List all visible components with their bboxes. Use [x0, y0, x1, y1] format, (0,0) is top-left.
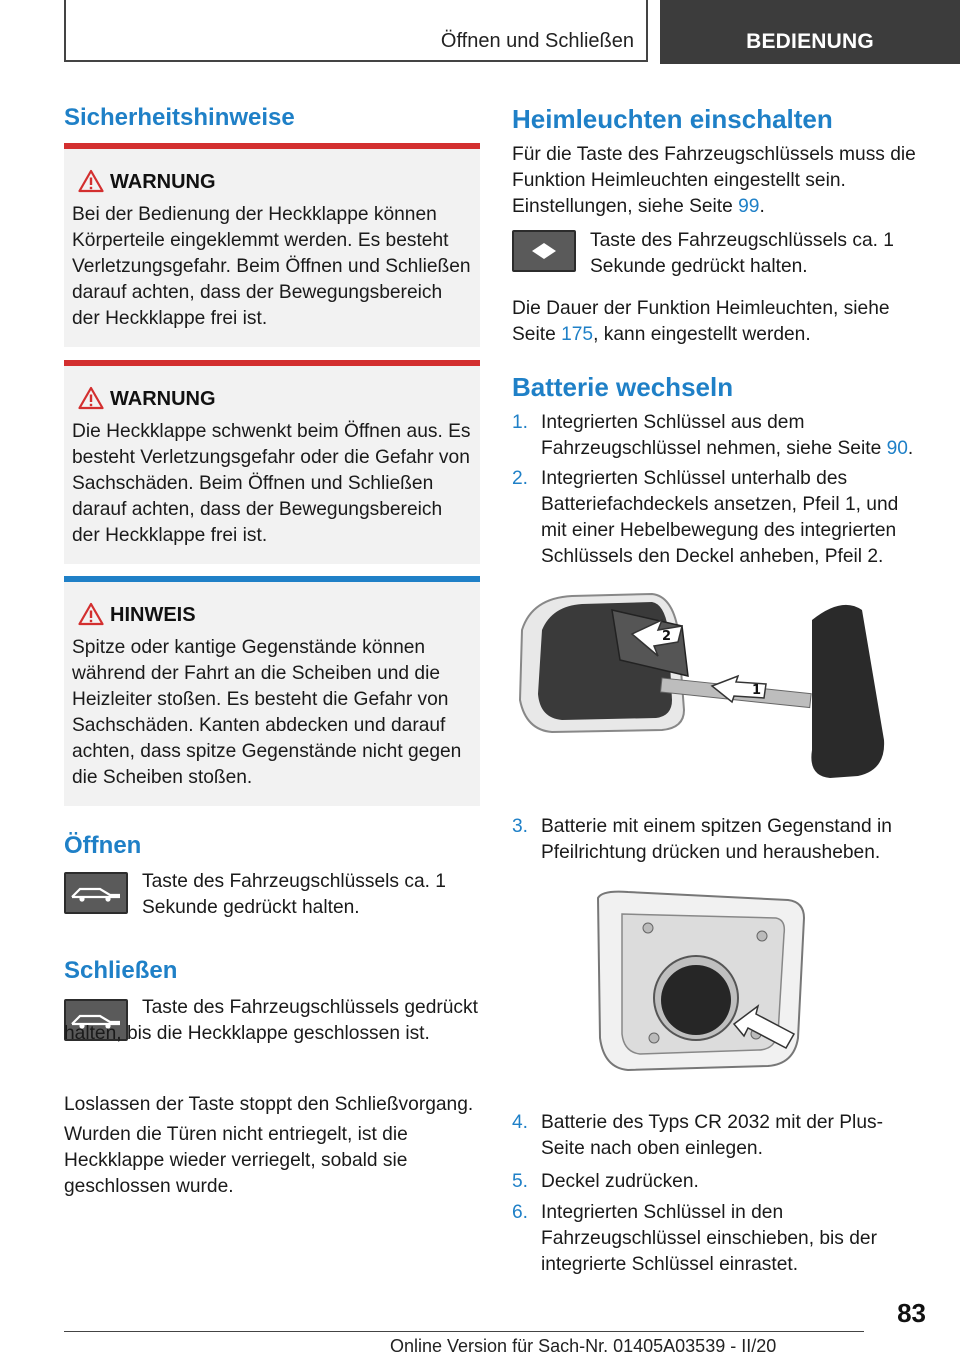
step-text: Deckel zudrücken.: [541, 1171, 699, 1192]
home-text-before: Für die Taste des Fahrzeugschlüssels muss die Funktion Heimleuchten eingestellt sein. Einstellungen, siehe Seite: [512, 144, 916, 217]
warning-box-1: [64, 143, 480, 347]
step-text: Integrierten Schlüssel unterhalb des Batteriefachdeckels ansetzen, Pfeil 1, und mit einer Hebelbewegung des integrierten Schlüssels den Deckel anheben, Pfeil 2.: [541, 468, 899, 567]
home-text-after: .: [759, 196, 765, 217]
page-ref-link[interactable]: 90: [886, 438, 908, 459]
page-number: 83: [897, 1298, 926, 1328]
step-number: 1.: [512, 412, 529, 433]
step-text-after: .: [907, 438, 914, 459]
page-ref-link[interactable]: 175: [561, 324, 594, 345]
warning-triangle-icon: [78, 386, 104, 410]
close-text: Taste des Fahrzeugschlüssels gedrückt halten, bis die Heckklappe geschlossen ist.: [64, 997, 478, 1044]
header-chapter-tab: [660, 0, 960, 64]
close-heading: Schließen: [64, 957, 178, 984]
tailgate-key-icon: [64, 872, 128, 914]
step-number: 3.: [512, 816, 529, 837]
notice-bar: [64, 576, 480, 582]
warning-text: Bei der Bedienung der Heckklappe können Körperteile eingeklemmt werden. Es besteht Verletzungsgefahr. Beim Öffnen und Schließen darauf achten, dass der Bewegungsbereich der Heckklappe frei ist.: [72, 204, 471, 329]
home-lights-key-icon: [512, 230, 576, 272]
unlock-text: Wurden die Türen nicht entriegelt, ist die Heckklappe wieder verriegelt, sobald sie geschlossen wurde.: [64, 1124, 408, 1197]
step-text: Integrierten Schlüssel in den Fahrzeugschlüssel einschieben, bis der integrierte Schlüssel einrastet.: [541, 1202, 877, 1275]
warning-title: WARNUNG: [110, 171, 216, 193]
step-number: 4.: [512, 1112, 529, 1133]
duration-text-after: , kann eingestellt werden.: [593, 324, 811, 345]
step-text: Batterie des Typs CR 2032 mit der Plus-Seite nach oben einlegen.: [541, 1112, 883, 1159]
warning-bar: [64, 143, 480, 149]
safety-heading: Sicherheitshinweise: [64, 104, 295, 131]
battery-heading: Batterie wechseln: [512, 372, 734, 402]
notice-box: [64, 576, 480, 806]
header-chapter-label: BEDIENUNG: [746, 30, 874, 53]
warning-box-2: [64, 360, 480, 564]
diamond-button-icon: [524, 239, 564, 263]
car-trunk-icon: [70, 881, 122, 905]
page-ref-link[interactable]: 99: [738, 196, 760, 217]
open-text: Taste des Fahrzeugschlüssels ca. 1 Sekunde gedrückt halten.: [142, 871, 446, 918]
home-lights-heading: Heimleuchten einschalten: [512, 104, 833, 134]
step-text: Batterie mit einem spitzen Gegenstand in Pfeilrichtung drücken und herausheben.: [541, 816, 892, 863]
warning-title: WARNUNG: [110, 388, 216, 410]
arrow-label: 1: [752, 683, 762, 698]
key-cover-removal-figure: [512, 590, 892, 785]
step-number: 2.: [512, 468, 529, 489]
step-text-before: Integrierten Schlüssel aus dem Fahrzeugschlüssel nehmen, siehe Seite: [541, 412, 887, 459]
footer-divider: [64, 1331, 864, 1332]
home-key-text: Taste des Fahrzeugschlüssels ca. 1 Sekunde gedrückt halten.: [590, 230, 894, 277]
warning-text: Die Heckklappe schwenkt beim Öffnen aus. Es besteht Verletzungsgefahr oder die Gefahr von Sachschäden. Beim Öffnen und Schließen darauf achten, dass der Bewegungsbereich der Heckklappe frei ist.: [72, 421, 471, 546]
warning-bar: [64, 360, 480, 366]
warning-triangle-icon: [78, 602, 104, 626]
footer-online-version: Online Version für Sach-Nr. 01405A03539 - II/20: [390, 1336, 777, 1356]
notice-text: Spitze oder kantige Gegenstände können während der Fahrt an die Scheiben und die Heizleiter stoßen. Es besteht die Gefahr von Sachschäden. Kanten abdecken und darauf achten, dass spitze Gegenstände nicht gegen die Scheiben stoßen.: [72, 637, 462, 788]
release-text: Loslassen der Taste stoppt den Schließvorgang.: [64, 1094, 474, 1115]
step-number: 5.: [512, 1171, 529, 1192]
step-text: [541, 410, 926, 462]
step-number: 6.: [512, 1202, 529, 1223]
home-lights-text: [512, 142, 926, 220]
arrow-label: 2: [662, 629, 672, 644]
warning-triangle-icon: [78, 169, 104, 193]
notice-title: HINWEIS: [110, 604, 196, 626]
duration-text: [512, 296, 926, 348]
open-heading: Öffnen: [64, 832, 142, 859]
header-section-title: Öffnen und Schließen: [440, 30, 634, 52]
battery-removal-figure: [588, 888, 818, 1076]
duration-text-before: Die Dauer der Funktion Heimleuchten, siehe Seite: [512, 298, 890, 345]
